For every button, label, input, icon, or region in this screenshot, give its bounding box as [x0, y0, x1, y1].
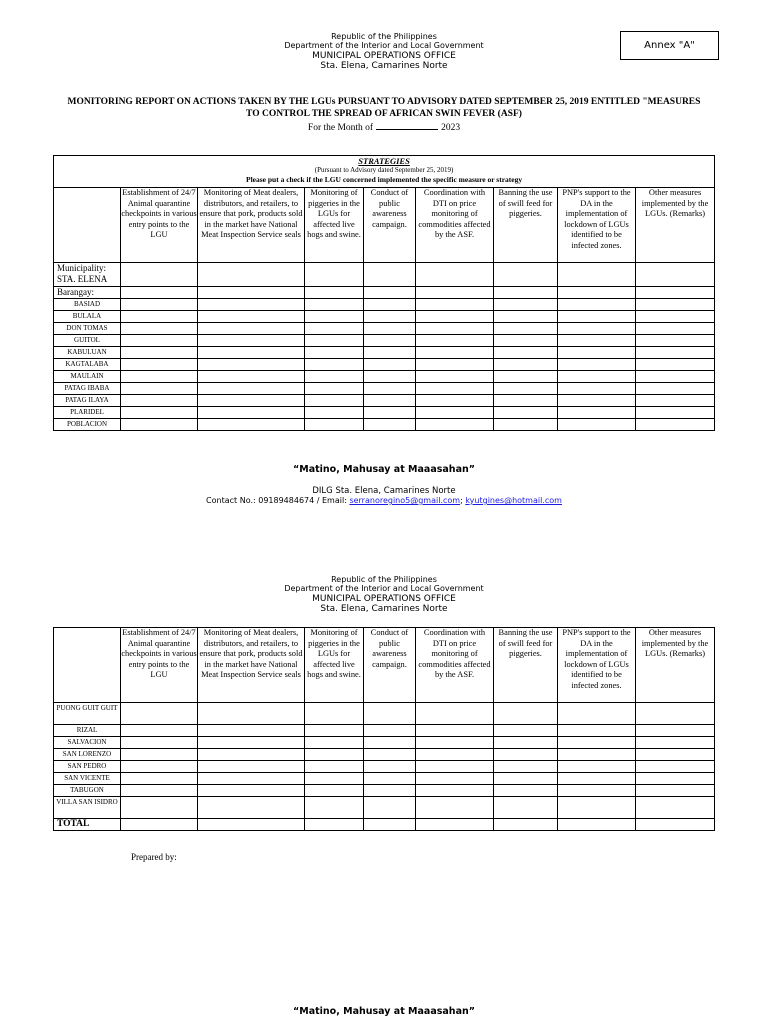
check-cell[interactable] — [558, 761, 636, 773]
barangay-name: POBLACION — [54, 419, 121, 431]
check-cell[interactable] — [198, 335, 305, 347]
check-cell[interactable] — [198, 383, 305, 395]
check-cell[interactable] — [121, 311, 198, 323]
check-cell[interactable] — [198, 347, 305, 359]
check-cell[interactable] — [364, 395, 416, 407]
check-cell[interactable] — [364, 419, 416, 431]
check-cell[interactable] — [364, 703, 416, 725]
page2-header — [0, 575, 768, 614]
check-cell[interactable] — [494, 323, 558, 335]
check-cell[interactable] — [636, 311, 715, 323]
barangay-name: MAULAIN — [54, 371, 121, 383]
municipality-row — [54, 263, 715, 287]
barangay-row — [54, 311, 715, 323]
check-cell[interactable] — [558, 785, 636, 797]
check-cell[interactable] — [416, 407, 494, 419]
check-cell[interactable] — [636, 383, 715, 395]
column-header: Establishment of 24/7 Animal quarantine checkpoints in various entry points to the LGU — [121, 628, 198, 703]
check-cell[interactable] — [121, 335, 198, 347]
municipality-cell — [54, 263, 121, 287]
barangay-name: TABUGON — [54, 785, 121, 797]
column-header: PNP's support to the DA in the implementation of lockdown of LGUs identified to be infected zones. — [558, 628, 636, 703]
check-cell[interactable] — [198, 299, 305, 311]
check-cell[interactable] — [364, 311, 416, 323]
check-cell[interactable] — [121, 737, 198, 749]
barangay-row — [54, 359, 715, 371]
check-cell[interactable] — [636, 761, 715, 773]
check-cell[interactable] — [416, 725, 494, 737]
check-cell[interactable] — [558, 323, 636, 335]
check-cell[interactable] — [494, 419, 558, 431]
barangay-name: SAN VICENTE — [54, 773, 121, 785]
check-cell[interactable] — [494, 785, 558, 797]
check-cell[interactable] — [198, 737, 305, 749]
check-cell[interactable] — [364, 323, 416, 335]
column-header: Banning the use of swill feed for piggeries. — [494, 628, 558, 703]
check-cell[interactable] — [558, 299, 636, 311]
check-cell[interactable] — [494, 359, 558, 371]
barangay-name: DON TOMAS — [54, 323, 121, 335]
report-title-line2: TO CONTROL THE SPREAD OF AFRICAN SWIN FEVER (ASF) — [246, 109, 522, 119]
column-header: Establishment of 24/7 Animal quarantine checkpoints in various entry points to the LGU — [121, 188, 198, 263]
check-cell[interactable] — [636, 797, 715, 819]
check-cell[interactable] — [416, 703, 494, 725]
check-cell[interactable] — [416, 299, 494, 311]
check-cell[interactable] — [121, 773, 198, 785]
check-cell[interactable] — [121, 725, 198, 737]
check-cell[interactable] — [198, 785, 305, 797]
column-header-row — [54, 628, 715, 703]
barangay-label: Barangay: — [54, 287, 121, 299]
check-cell[interactable] — [558, 371, 636, 383]
check-cell[interactable] — [305, 347, 364, 359]
check-cell[interactable] — [558, 347, 636, 359]
column-header: Coordination with DTI on price monitoring of commodities affected by the ASF. — [416, 628, 494, 703]
total-label: TOTAL — [54, 819, 121, 831]
dilg-line: DILG Sta. Elena, Camarines Norte — [312, 486, 456, 496]
barangay-name: RIZAL — [54, 725, 121, 737]
check-cell[interactable] — [636, 347, 715, 359]
contact-prefix: Contact No.: 09189484674 / Email: — [206, 496, 350, 505]
check-cell[interactable] — [416, 749, 494, 761]
location-text: Sta. Elena, Camarines Norte — [320, 61, 448, 71]
check-cell[interactable] — [494, 311, 558, 323]
barangay-row — [54, 371, 715, 383]
column-header-row — [54, 188, 715, 263]
check-cell[interactable] — [198, 725, 305, 737]
check-cell[interactable] — [305, 407, 364, 419]
annex-box: Annex "A" — [620, 31, 719, 60]
check-cell[interactable] — [198, 371, 305, 383]
check-cell[interactable] — [364, 407, 416, 419]
barangay-row — [54, 797, 715, 819]
check-cell[interactable] — [494, 371, 558, 383]
barangay-name: PUONG GUIT GUIT — [54, 703, 121, 725]
check-cell[interactable] — [305, 725, 364, 737]
barangay-name: PATAG ILAYA — [54, 395, 121, 407]
check-cell[interactable] — [558, 703, 636, 725]
barangay-row — [54, 335, 715, 347]
strategies-instruction: Please put a check if the LGU concerned implemented the specific measure or strategy — [245, 175, 523, 184]
check-cell[interactable] — [121, 299, 198, 311]
municipality-label: Municipality: — [57, 263, 106, 273]
check-cell[interactable] — [305, 371, 364, 383]
barangay-row — [54, 725, 715, 737]
office-text: MUNICIPAL OPERATIONS OFFICE — [312, 51, 456, 61]
check-cell[interactable] — [558, 737, 636, 749]
check-cell[interactable] — [121, 395, 198, 407]
check-cell[interactable] — [416, 335, 494, 347]
report-table-page2 — [53, 627, 715, 831]
municipality-name: STA. ELENA — [57, 274, 108, 284]
check-cell[interactable] — [305, 383, 364, 395]
check-cell[interactable] — [494, 383, 558, 395]
barangay-name: VILLA SAN ISIDRO — [54, 797, 121, 819]
check-cell[interactable] — [121, 359, 198, 371]
check-cell[interactable] — [121, 749, 198, 761]
motto-page2: “Matino, Mahusay at Maaasahan” — [293, 1006, 475, 1017]
strategies-title: STRATEGIES — [358, 156, 410, 166]
check-cell[interactable] — [364, 737, 416, 749]
column-header: Other measures implemented by the LGUs. (Remarks) — [636, 628, 715, 703]
check-cell[interactable] — [364, 797, 416, 819]
check-cell[interactable] — [416, 395, 494, 407]
barangay-row — [54, 749, 715, 761]
barangay-row — [54, 419, 715, 431]
check-cell[interactable] — [494, 347, 558, 359]
column-header: PNP's support to the DA in the implementation of lockdown of LGUs identified to be infected zones. — [558, 188, 636, 263]
department-text: Department of the Interior and Local Government — [284, 584, 484, 593]
check-cell[interactable] — [305, 797, 364, 819]
republic-text: Republic of the Philippines — [331, 32, 437, 41]
column-header: Monitoring of Meat dealers, distributors, and retailers, to ensure that pork, products sold in the market have National Meat Inspection Service seals — [198, 628, 305, 703]
check-cell[interactable] — [636, 371, 715, 383]
barangay-label-row — [54, 287, 715, 299]
barangay-row — [54, 383, 715, 395]
department-text: Department of the Interior and Local Government — [284, 41, 484, 50]
check-cell[interactable] — [364, 725, 416, 737]
office-text: MUNICIPAL OPERATIONS OFFICE — [312, 594, 456, 604]
check-cell[interactable] — [494, 725, 558, 737]
check-cell[interactable] — [198, 797, 305, 819]
republic-text: Republic of the Philippines — [331, 575, 437, 584]
check-cell[interactable] — [494, 335, 558, 347]
check-cell[interactable] — [416, 311, 494, 323]
barangay-name: SAN PEDRO — [54, 761, 121, 773]
check-cell[interactable] — [305, 323, 364, 335]
check-cell[interactable] — [121, 785, 198, 797]
column-header: Banning the use of swill feed for piggeries. — [494, 188, 558, 263]
month-prefix: For the Month of — [307, 123, 374, 133]
check-cell[interactable] — [364, 761, 416, 773]
total-row — [54, 819, 715, 831]
column-header: Monitoring of piggeries in the LGUs for affected live hogs and swine. — [305, 628, 364, 703]
column-header: Monitoring of piggeries in the LGUs for affected live hogs and swine. — [305, 188, 364, 263]
check-cell[interactable] — [636, 323, 715, 335]
check-cell[interactable] — [416, 761, 494, 773]
check-cell[interactable] — [198, 749, 305, 761]
check-cell[interactable] — [305, 785, 364, 797]
report-title — [40, 96, 728, 120]
barangay-name: PLARIDEL — [54, 407, 121, 419]
prepared-by-label: Prepared by: — [131, 852, 177, 862]
report-table-page1 — [53, 155, 715, 431]
barangay-name: BULALA — [54, 311, 121, 323]
location-text: Sta. Elena, Camarines Norte — [320, 604, 448, 614]
barangay-row — [54, 407, 715, 419]
check-cell[interactable] — [198, 703, 305, 725]
check-cell[interactable] — [636, 395, 715, 407]
check-cell[interactable] — [558, 773, 636, 785]
check-cell[interactable] — [305, 737, 364, 749]
check-cell[interactable] — [121, 761, 198, 773]
check-cell[interactable] — [636, 419, 715, 431]
check-cell[interactable] — [494, 407, 558, 419]
check-cell[interactable] — [558, 725, 636, 737]
check-cell[interactable] — [636, 737, 715, 749]
check-cell[interactable] — [305, 749, 364, 761]
check-cell[interactable] — [558, 335, 636, 347]
check-cell[interactable] — [494, 299, 558, 311]
check-cell[interactable] — [305, 335, 364, 347]
check-cell[interactable] — [636, 785, 715, 797]
check-cell[interactable] — [416, 323, 494, 335]
check-cell[interactable] — [636, 359, 715, 371]
check-cell[interactable] — [416, 371, 494, 383]
check-cell[interactable] — [305, 359, 364, 371]
check-cell[interactable] — [121, 383, 198, 395]
blank-header-cell — [54, 188, 121, 263]
check-cell[interactable] — [558, 359, 636, 371]
check-cell[interactable] — [416, 383, 494, 395]
column-header: Conduct of public awareness campaign. — [364, 188, 416, 263]
check-cell[interactable] — [305, 761, 364, 773]
check-cell[interactable] — [494, 749, 558, 761]
barangay-row — [54, 737, 715, 749]
check-cell[interactable] — [636, 725, 715, 737]
check-cell[interactable] — [364, 371, 416, 383]
check-cell[interactable] — [636, 773, 715, 785]
barangay-row — [54, 773, 715, 785]
check-cell[interactable] — [416, 785, 494, 797]
column-header: Monitoring of Meat dealers, distributors, and retailers, to ensure that pork, products sold in the market have National Meat Inspection Service seals — [198, 188, 305, 263]
check-cell[interactable] — [305, 395, 364, 407]
column-header: Other measures implemented by the LGUs. (Remarks) — [636, 188, 715, 263]
check-cell[interactable] — [494, 773, 558, 785]
check-cell[interactable] — [121, 323, 198, 335]
barangay-name: PATAG IBABA — [54, 383, 121, 395]
check-cell[interactable] — [416, 419, 494, 431]
check-cell[interactable] — [305, 703, 364, 725]
email-separator: ; — [460, 496, 466, 505]
check-cell[interactable] — [494, 395, 558, 407]
check-cell[interactable] — [636, 299, 715, 311]
check-cell[interactable] — [305, 311, 364, 323]
barangay-row — [54, 347, 715, 359]
barangay-row — [54, 703, 715, 725]
contact-line — [0, 496, 768, 505]
barangay-name: GUITOL — [54, 335, 121, 347]
check-cell[interactable] — [494, 761, 558, 773]
check-cell[interactable] — [121, 419, 198, 431]
email-link-2[interactable]: kyutgines@hotmail.com — [465, 496, 562, 505]
column-header: Coordination with DTI on price monitoring of commodities affected by the ASF. — [416, 188, 494, 263]
check-cell[interactable] — [121, 347, 198, 359]
column-header: Conduct of public awareness campaign. — [364, 628, 416, 703]
check-cell[interactable] — [558, 407, 636, 419]
month-blank — [376, 121, 438, 130]
email-link-1[interactable]: serranoregino5@gmail.com — [349, 496, 461, 505]
check-cell[interactable] — [121, 407, 198, 419]
check-cell[interactable] — [558, 419, 636, 431]
blank-header-cell — [54, 628, 121, 703]
check-cell[interactable] — [121, 703, 198, 725]
barangay-row — [54, 323, 715, 335]
strategies-subtitle: (Pursuant to Advisory dated September 25, 2019) — [314, 166, 454, 174]
check-cell[interactable] — [416, 737, 494, 749]
check-cell[interactable] — [558, 749, 636, 761]
barangay-row — [54, 761, 715, 773]
check-cell[interactable] — [416, 797, 494, 819]
check-cell[interactable] — [198, 407, 305, 419]
check-cell[interactable] — [198, 773, 305, 785]
check-cell[interactable] — [121, 797, 198, 819]
check-cell[interactable] — [494, 797, 558, 819]
barangay-name: BASIAD — [54, 299, 121, 311]
check-cell[interactable] — [364, 347, 416, 359]
barangay-row — [54, 299, 715, 311]
check-cell[interactable] — [494, 703, 558, 725]
barangay-name: KABULUAN — [54, 347, 121, 359]
check-cell[interactable] — [198, 395, 305, 407]
barangay-name: SAN LORENZO — [54, 749, 121, 761]
strategies-cell — [54, 156, 715, 188]
check-cell[interactable] — [636, 703, 715, 725]
motto-page1: “Matino, Mahusay at Maaasahan” — [293, 464, 475, 475]
report-title-line1: MONITORING REPORT ON ACTIONS TAKEN BY THE LGUs PURSUANT TO ADVISORY DATED SEPTEMBER 25, 2019 ENTITLED "MEASURES — [67, 97, 701, 107]
month-line — [0, 121, 768, 133]
barangay-name: KAGTALABA — [54, 359, 121, 371]
check-cell[interactable] — [198, 761, 305, 773]
check-cell[interactable] — [364, 299, 416, 311]
check-cell[interactable] — [558, 311, 636, 323]
check-cell[interactable] — [416, 773, 494, 785]
month-year: 2023 — [441, 123, 461, 133]
check-cell[interactable] — [558, 797, 636, 819]
check-cell[interactable] — [364, 359, 416, 371]
check-cell[interactable] — [305, 773, 364, 785]
check-cell[interactable] — [198, 311, 305, 323]
barangay-name: SALVACION — [54, 737, 121, 749]
check-cell[interactable] — [198, 359, 305, 371]
check-cell[interactable] — [364, 749, 416, 761]
check-cell[interactable] — [416, 347, 494, 359]
check-cell[interactable] — [494, 737, 558, 749]
check-cell[interactable] — [305, 299, 364, 311]
check-cell[interactable] — [558, 383, 636, 395]
check-cell[interactable] — [198, 323, 305, 335]
check-cell[interactable] — [364, 785, 416, 797]
check-cell[interactable] — [636, 407, 715, 419]
check-cell[interactable] — [636, 335, 715, 347]
barangay-row — [54, 785, 715, 797]
check-cell[interactable] — [364, 773, 416, 785]
check-cell[interactable] — [121, 371, 198, 383]
check-cell[interactable] — [558, 395, 636, 407]
check-cell[interactable] — [636, 749, 715, 761]
check-cell[interactable] — [364, 383, 416, 395]
check-cell[interactable] — [364, 335, 416, 347]
check-cell[interactable] — [305, 419, 364, 431]
check-cell[interactable] — [416, 359, 494, 371]
check-cell[interactable] — [198, 419, 305, 431]
barangay-row — [54, 395, 715, 407]
